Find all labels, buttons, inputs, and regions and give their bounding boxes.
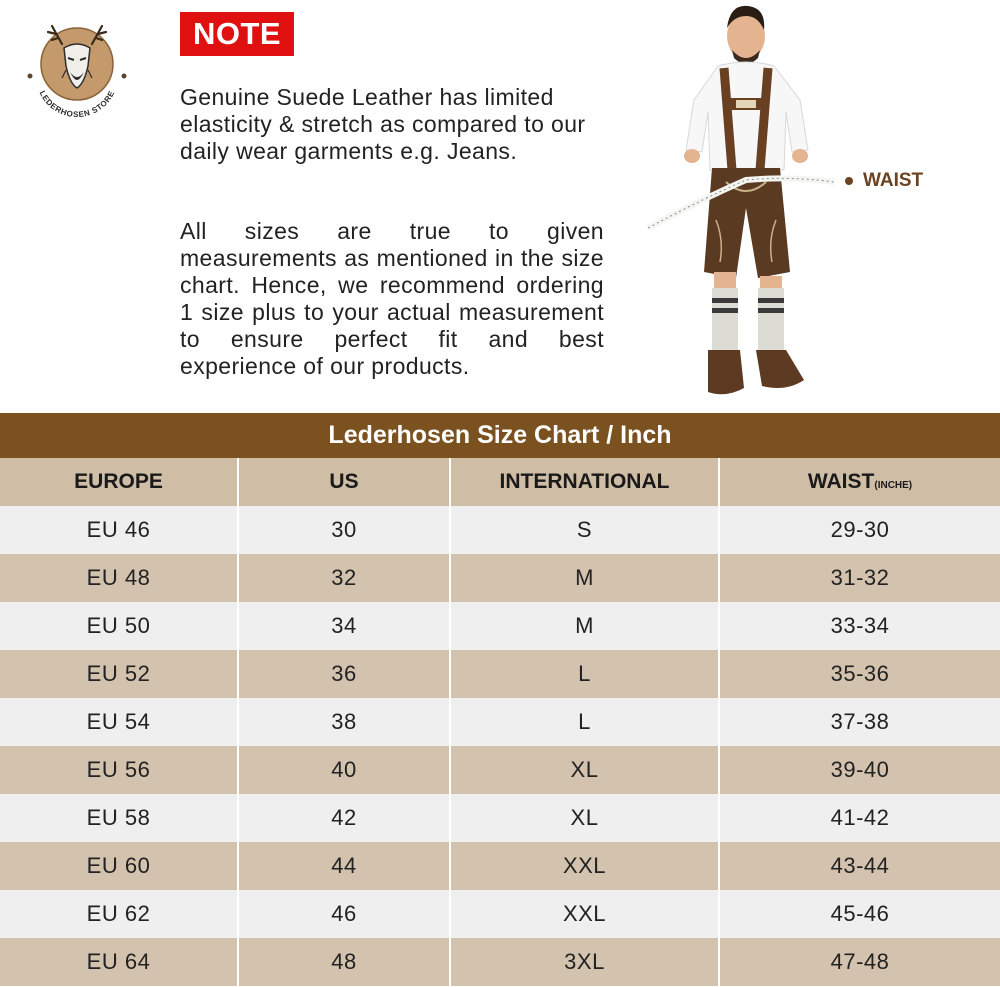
elasticity-note: Genuine Suede Leather has limited elasticity & stretch as compared to our daily wear garments e.g. Jeans. <box>180 84 586 164</box>
size-chart-table <box>0 458 1000 986</box>
cell-us: 32 <box>238 554 450 602</box>
cell-international: S <box>450 506 719 554</box>
cell-europe: EU 56 <box>0 746 238 794</box>
table-header-row <box>0 458 1000 506</box>
cell-us: 48 <box>238 938 450 986</box>
header-waist <box>719 458 1000 506</box>
cell-us: 38 <box>238 698 450 746</box>
cell-international: L <box>450 650 719 698</box>
cell-us: 44 <box>238 842 450 890</box>
header-europe: EUROPE <box>0 458 238 506</box>
cell-international: XXL <box>450 842 719 890</box>
cell-us: 42 <box>238 794 450 842</box>
cell-international: M <box>450 554 719 602</box>
cell-waist: 29-30 <box>719 506 1000 554</box>
table-row <box>0 602 1000 650</box>
cell-waist: 43-44 <box>719 842 1000 890</box>
model-in-lederhosen-illustration <box>640 0 840 405</box>
cell-europe: EU 52 <box>0 650 238 698</box>
cell-us: 34 <box>238 602 450 650</box>
waist-label-text: WAIST <box>863 170 924 191</box>
cell-europe: EU 46 <box>0 506 238 554</box>
cell-international: XL <box>450 794 719 842</box>
cell-waist: 37-38 <box>719 698 1000 746</box>
waist-bullet-icon <box>845 177 853 185</box>
table-row <box>0 698 1000 746</box>
cell-international: L <box>450 698 719 746</box>
cell-europe: EU 50 <box>0 602 238 650</box>
cell-waist: 31-32 <box>719 554 1000 602</box>
cell-us: 40 <box>238 746 450 794</box>
table-row <box>0 650 1000 698</box>
cell-waist: 45-46 <box>719 890 1000 938</box>
table-row <box>0 506 1000 554</box>
waist-measurement-label <box>845 170 923 192</box>
size-chart-title: Lederhosen Size Chart / Inch <box>0 413 1000 458</box>
cell-us: 30 <box>238 506 450 554</box>
table-row <box>0 938 1000 986</box>
sizing-recommendation: All sizes are true to given measurements as mentioned in the size chart. Hence, we recommend ordering 1 size plus to your actual measurement to ensure perfect fit and best experience of our products. <box>180 218 604 379</box>
cell-waist: 47-48 <box>719 938 1000 986</box>
note-badge: NOTE <box>180 12 294 56</box>
table-row <box>0 554 1000 602</box>
cell-europe: EU 58 <box>0 794 238 842</box>
cell-international: XXL <box>450 890 719 938</box>
cell-europe: EU 62 <box>0 890 238 938</box>
cell-international: M <box>450 602 719 650</box>
cell-europe: EU 54 <box>0 698 238 746</box>
table-row <box>0 794 1000 842</box>
table-row <box>0 842 1000 890</box>
logo-text: LEDERHOSEN STORE <box>37 89 117 120</box>
cell-europe: EU 64 <box>0 938 238 986</box>
table-row <box>0 746 1000 794</box>
cell-international: 3XL <box>450 938 719 986</box>
table-row <box>0 890 1000 938</box>
cell-europe: EU 48 <box>0 554 238 602</box>
cell-us: 36 <box>238 650 450 698</box>
cell-waist: 35-36 <box>719 650 1000 698</box>
cell-waist: 41-42 <box>719 794 1000 842</box>
header-us: US <box>238 458 450 506</box>
cell-us: 46 <box>238 890 450 938</box>
header-waist-unit: (INCHE) <box>874 480 913 491</box>
header-waist-label: WAIST <box>807 470 875 493</box>
cell-international: XL <box>450 746 719 794</box>
cell-europe: EU 60 <box>0 842 238 890</box>
cell-waist: 39-40 <box>719 746 1000 794</box>
header-international: INTERNATIONAL <box>450 458 719 506</box>
cell-waist: 33-34 <box>719 602 1000 650</box>
lederhosen-store-logo <box>22 14 132 124</box>
